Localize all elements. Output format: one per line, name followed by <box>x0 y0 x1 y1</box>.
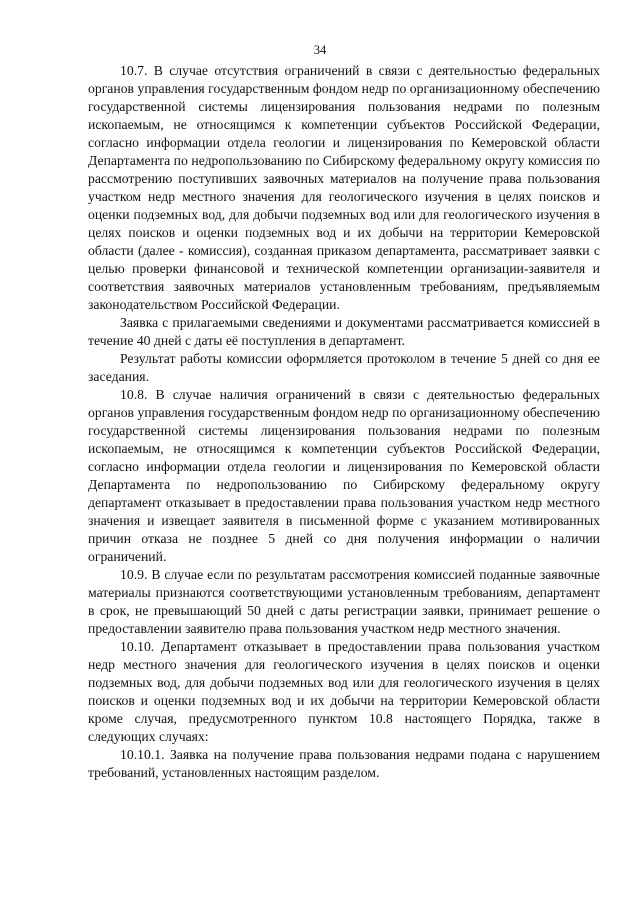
paragraph-10-10: 10.10. Департамент отказывает в предоставлении права пользования участком недр местного значения для геологического изучения в целях поисков и оценки подземных вод, для добычи подземных вод или для геологического изучения в целях поисков и оценки подземных вод и их добычи на территории Кемеровской области кроме случая, предусмотренного пунктом 10.8 настоящего Порядка, также в следующих случаях: <box>88 639 600 744</box>
paragraph-commission-result: Результат работы комиссии оформляется протоколом в течение 5 дней со дня ее заседания. <box>88 351 600 384</box>
paragraph-10-9: 10.9. В случае если по результатам рассмотрения комиссией поданные заявочные материалы признаются соответствующими установленным требованиям, департамент в срок, не превышающий 50 дней с даты регистрации заявки, принимает решение о предоставлении заявителю права пользования участком недр местного значения. <box>88 567 600 636</box>
paragraph-10-8: 10.8. В случае наличия ограничений в связи с деятельностью федеральных органов управления государственным фондом недр по организационному обеспечению государственной системы лицензирования пользования недрами по полезным ископаемым, не относящимся к компетенции субъектов Российской Федерации, согласно информации отдела геологии и лицензирования по Кемеровской области Департамента по недропользованию по Сибирскому федеральному округу департамент отказывает в предоставлении права пользования участком недр местного значения и извещает заявителя в письменной форме с указанием мотивированных причин отказа не позднее 5 дней со дня получения информации о наличии ограничений. <box>88 387 600 564</box>
document-body <box>88 62 600 782</box>
paragraph-application-review: Заявка с прилагаемыми сведениями и документами рассматривается комиссией в течение 40 дней с даты её поступления в департамент. <box>88 315 600 348</box>
page-number: 34 <box>313 43 327 57</box>
paragraph-10-7: 10.7. В случае отсутствия ограничений в связи с деятельностью федеральных органов управления государственным фондом недр по организационному обеспечению государственной системы лицензирования пользования недрами по полезным ископаемым, не относящимся к компетенции субъектов Российской Федерации, согласно информации отдела геологии и лицензирования по Кемеровской области Департамента по недропользованию по Сибирскому федеральному округу комиссия по рассмотрению поступивших заявочных материалов на получение права пользования участком недр местного значения для геологического изучения в целях поисков и оценки подземных вод, для добычи подземных вод или для геологического изучения в целях поисков и оценки подземных вод и их добычи на территории Кемеровской области (далее - комиссия), созданная приказом департамента, рассматривает заявки с целью проверки финансовой и технической компетенции организации-заявителя и соответствия заявочных материалов установленным требованиям, предъявляемым законодательством Российской Федерации. <box>88 63 600 312</box>
paragraph-10-10-1: 10.10.1. Заявка на получение права пользования недрами подана с нарушением требований, установленных настоящим разделом. <box>88 747 600 780</box>
